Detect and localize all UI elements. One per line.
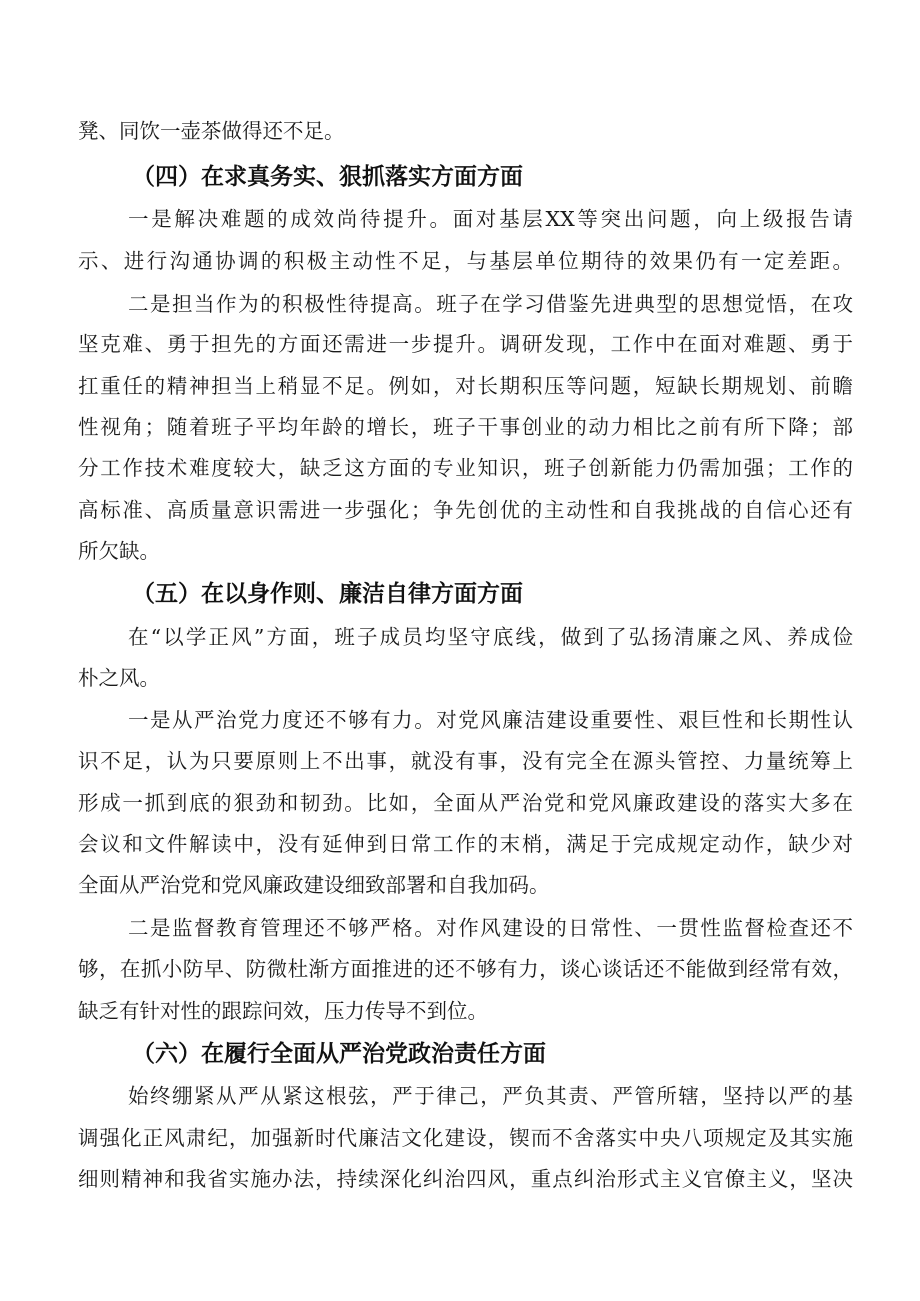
paragraph-line: 扛重任的精神担当上稍显不足。例如，对长期积压等问题，短缺长期规划、前瞻	[78, 374, 853, 398]
paragraph-line: 缺乏有针对性的跟踪问效，压力传导不到位。	[78, 999, 488, 1023]
paragraph-line: 朴之风。	[78, 666, 160, 690]
paragraph-line: 二是担当作为的积极性待提高。班子在学习借鉴先进典型的思想觉悟，在攻	[128, 292, 853, 316]
paragraph-line: 示、进行沟通协调的积极主动性不足，与基层单位期待的效果仍有一定差距。	[78, 249, 853, 273]
paragraph-line: 分工作技术难度较大，缺乏这方面的专业知识，班子创新能力仍需加强；工作的	[78, 456, 853, 480]
section-heading-4: （四）在求真务实、狠抓落实方面方面	[132, 164, 523, 190]
paragraph-line: 会议和文件解读中，没有延伸到日常工作的末梢，满足于完成规定动作，缺少对	[78, 832, 853, 856]
paragraph-line: 坚克难、勇于担先的方面还需进一步提升。调研发现，工作中在面对难题、勇于	[78, 332, 853, 356]
paragraph-line: 一是从严治党力度还不够有力。对党风廉洁建设重要性、艰巨性和长期性认	[128, 708, 853, 732]
paragraph-line: 形成一抓到底的狠劲和韧劲。比如，全面从严治党和党风廉政建设的落实大多在	[78, 791, 853, 815]
paragraph-line: 识不足，认为只要原则上不出事，就没有事，没有完全在源头管控、力量统筹上	[78, 749, 853, 773]
section-heading-6: （六）在履行全面从严治党政治责任方面	[132, 1041, 546, 1067]
paragraph-line: 够，在抓小防早、防微杜渐方面推进的还不够有力，谈心谈话还不能做到经常有效，	[78, 957, 853, 981]
paragraph-line: 调强化正风肃纪，加强新时代廉洁文化建设，锲而不舍落实中央八项规定及其实施	[78, 1126, 853, 1150]
paragraph-line: 全面从严治党和党风廉政建设细致部署和自我加码。	[78, 873, 550, 897]
paragraph-line: 高标准、高质量意识需进一步强化；争先创优的主动性和自我挑战的自信心还有	[78, 498, 853, 522]
paragraph-line: 性视角；随着班子平均年龄的增长，班子干事创业的动力相比之前有所下降；部	[78, 415, 853, 439]
paragraph-line: 凳、同饮一壶茶做得还不足。	[78, 119, 345, 143]
section-heading-5: （五）在以身作则、廉洁自律方面方面	[132, 581, 523, 607]
paragraph-line: 二是监督教育管理还不够严格。对作风建设的日常性、一贯性监督检查还不	[128, 916, 853, 940]
paragraph-line: 在“以学正风”方面，班子成员均坚守底线，做到了弘扬清廉之风、养成俭	[128, 625, 853, 649]
paragraph-line: 所欠缺。	[78, 539, 160, 563]
paragraph-line: 一是解决难题的成效尚待提升。面对基层XX等突出问题，向上级报告请	[128, 207, 853, 231]
paragraph-line: 细则精神和我省实施办法，持续深化纠治四风，重点纠治形式主义官僚主义，坚决	[78, 1167, 853, 1191]
paragraph-line: 始终绷紧从严从紧这根弦，严于律己，严负其责、严管所辖，坚持以严的基	[128, 1084, 853, 1108]
